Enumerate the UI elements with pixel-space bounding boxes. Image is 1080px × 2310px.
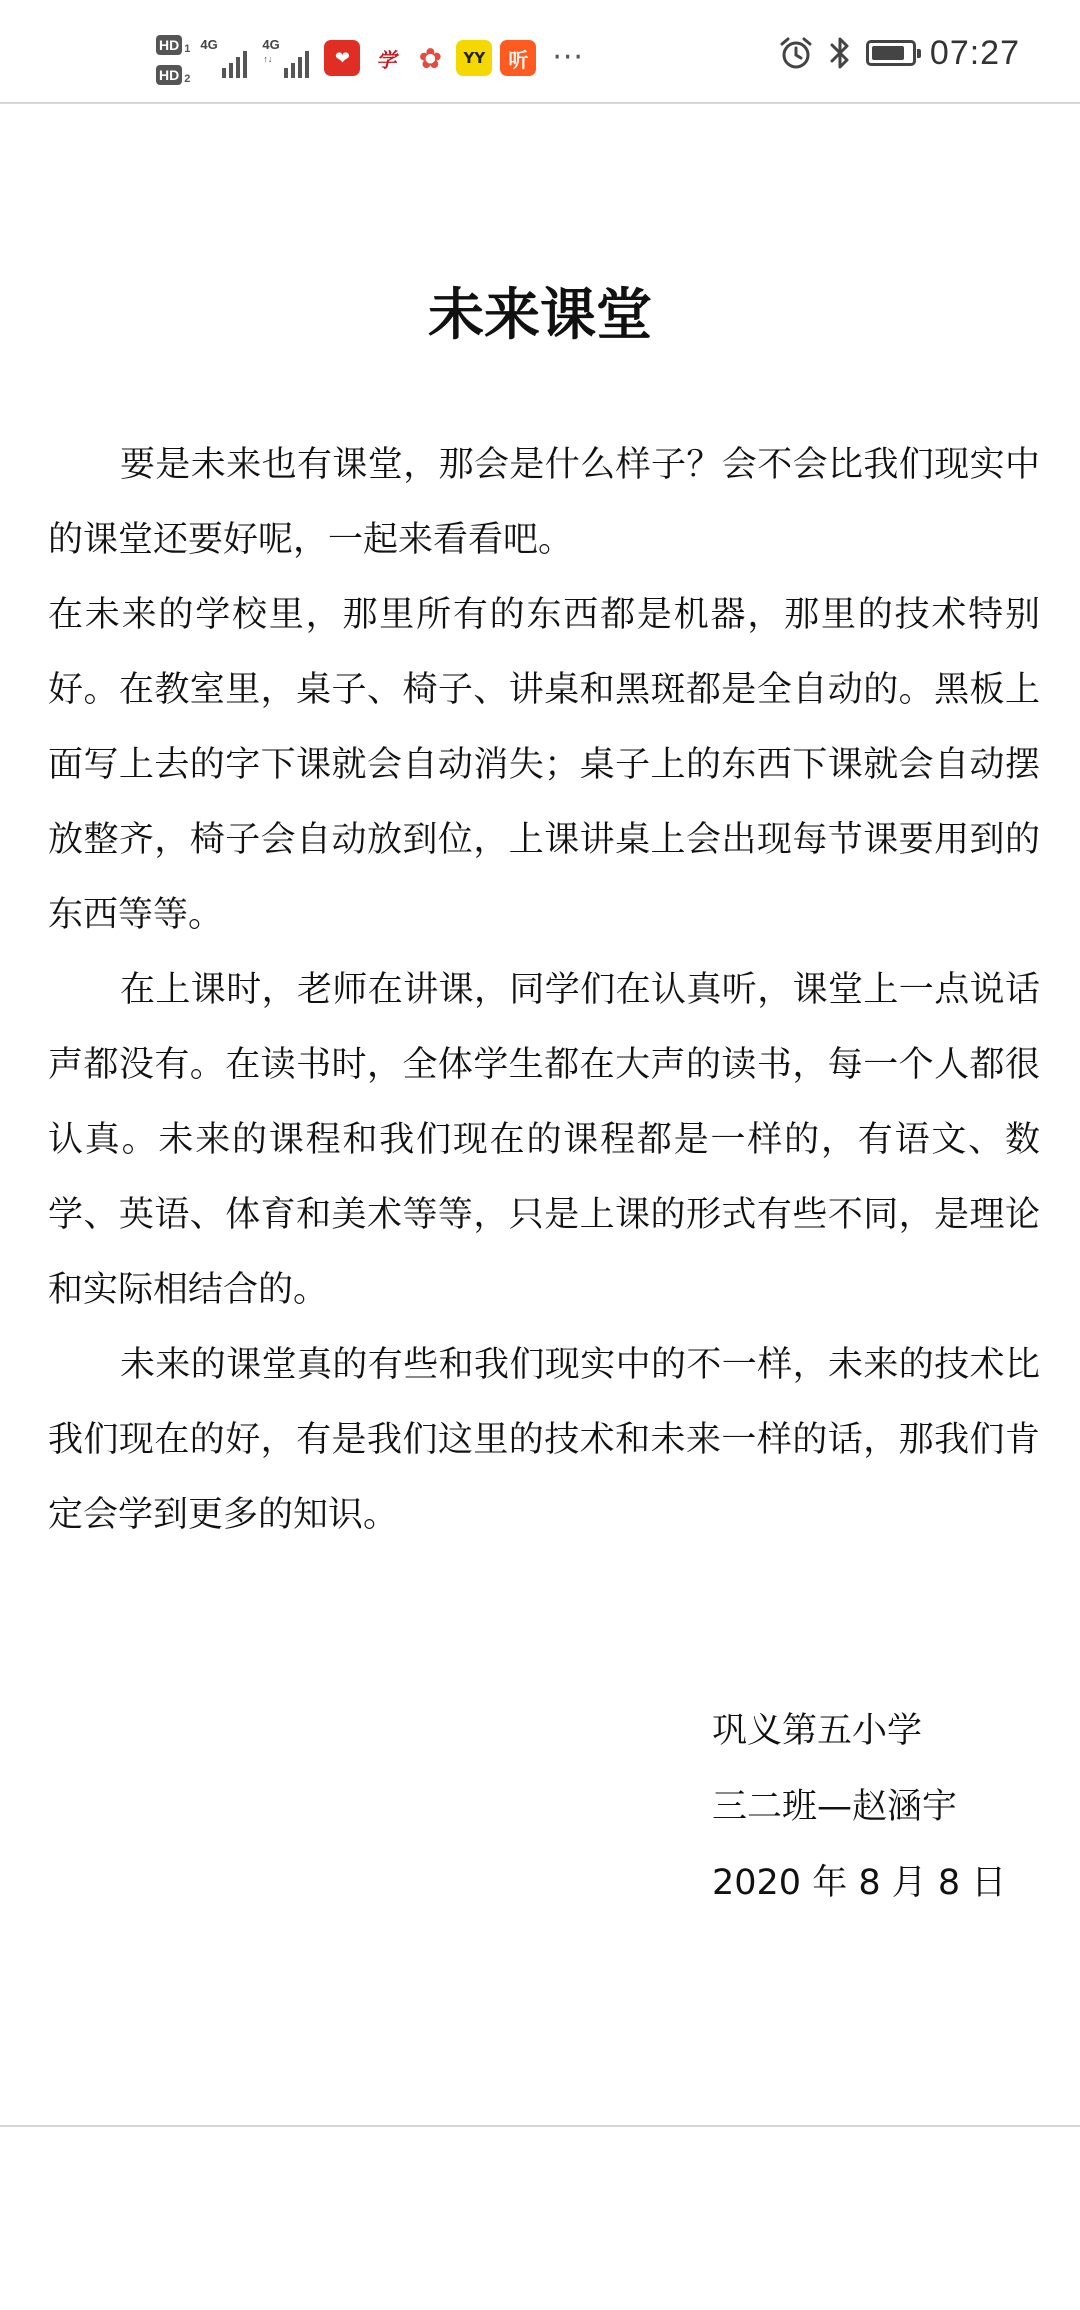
network-type: 4G [200,37,218,52]
battery-level [872,46,904,60]
document-title: 未来课堂 [428,283,652,348]
bottom-divider [0,2125,1080,2127]
status-bar-left [156,28,584,88]
battery-icon [866,40,916,66]
ting-icon [500,40,536,76]
hd-indicators [156,31,190,85]
document-body [48,428,1040,1553]
signal-strength-sim1 [200,36,250,80]
alarm-icon [778,35,814,71]
flower-app-icon [412,40,448,76]
pinduoduo-icon [324,40,360,76]
xuexi-icon [368,40,404,76]
paragraph-3: 在上课时，老师在讲课，同学们在认真听，课堂上一点说话声都没有。在读书时，全体学生都在大声的读书，每一个人都很认真。未来的课程和我们现在的课程都是一样的，有语文、数学、英语、体育和美术等等，只是上课的形式有些不同，是理论和实际相结合的。 [48,970,1040,1310]
paragraph-4: 未来的课堂真的有些和我们现实中的不一样，未来的技术比我们现在的好，有是我们这里的技术和未来一样的话，那我们肯定会学到更多的知识。 [48,1345,1040,1535]
document-date: 2020 年 8 月 8 日 [712,1863,1007,1903]
class-and-author: 三二班—赵涵宇 [712,1787,958,1827]
signal-bars-icon [282,48,312,78]
signal-bars-icon [220,48,250,78]
signal-strength-sim2 [262,36,312,80]
ting-glyph: 听 [508,47,529,72]
status-bar [0,0,1080,104]
more-notifications-icon: ··· [552,40,584,75]
paragraph-1: 要是未来也有课堂，那会是什么样子？会不会比我们现实中的课堂还要好呢，一起来看看吧。 [48,445,1040,560]
flower-glyph: ✿ [418,41,443,75]
yy-glyph: YY [463,49,486,67]
school-name: 巩义第五小学 [712,1711,923,1751]
xuexi-glyph: 学 [376,47,397,72]
data-activity-icon: ↑↓ [263,54,273,64]
yy-icon [456,40,492,76]
signature-block [712,1693,1042,1921]
sim-number: 2 [184,73,191,85]
bluetooth-icon [828,35,852,71]
hd-badge-sim1 [156,31,190,55]
hd-label: HD [156,35,182,55]
status-time: 07:27 [929,33,1020,72]
pinduoduo-glyph: ❤ [334,47,350,69]
network-type: 4G [262,37,280,52]
hd-label: HD [156,65,182,85]
hd-badge-sim2 [156,61,190,85]
paragraph-2: 在未来的学校里，那里所有的东西都是机器，那里的技术特别好。在教室里，桌子、椅子、讲桌和黑斑都是全自动的。黑板上面写上去的字下课就会自动消失；桌子上的东西下课就会自动摆放整齐，椅子会自动放到位，上课讲桌上会出现每节课要用到的东西等等。 [48,595,1040,935]
sim-number: 1 [184,43,191,55]
status-bar-right [778,30,1020,76]
